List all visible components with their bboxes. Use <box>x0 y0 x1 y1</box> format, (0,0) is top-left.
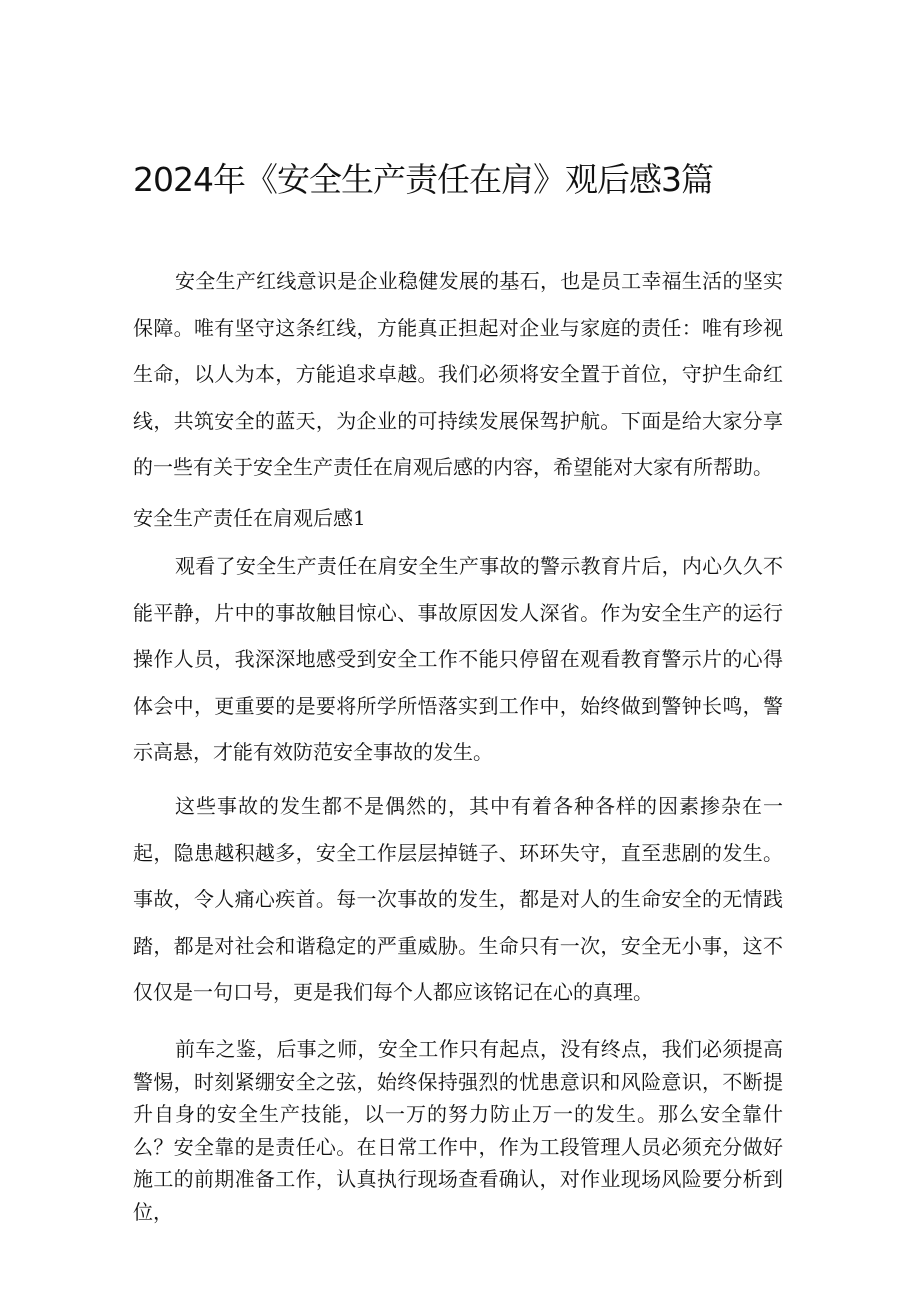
document-title: 2024年《安全生产责任在肩》观后感3篇 <box>133 160 713 199</box>
section-heading: 安全生产责任在肩观后感1 <box>133 506 366 530</box>
body-paragraph-1: 观看了安全生产责任在肩安全生产事故的警示教育片后，内心久久不能平静，片中的事故触目惊心、事故原因发人深省。作为安全生产的运行操作人员，我深深地感受到安全工作不能只停留在观看教育警示片的心得体会中，更重要的是要将所学所悟落实到工作中，始终做到警钟长鸣，警示高悬，才能有效防范安全事故的发生。 <box>133 554 783 764</box>
body-paragraph-3: 前车之鉴，后事之师，安全工作只有起点，没有终点，我们必须提高警惕，时刻紧绷安全之弦，始终保持强烈的忧患意识和风险意识，不断提升自身的安全生产技能，以一万的努力防止万一的发生。那么安全靠什么？安全靠的是责任心。在日常工作中，作为工段管理人员必须充分做好施工的前期准备工作，认真执行现场查看确认，对作业现场风险要分析到位， <box>133 1037 783 1224</box>
body-paragraph-2: 这些事故的发生都不是偶然的，其中有着各种各样的因素掺杂在一起，隐患越积越多，安全工作层层掉链子、环环失守，直至悲剧的发生。事故，令人痛心疾首。每一次事故的发生，都是对人的生命安全的无情践踏，都是对社会和谐稳定的严重威胁。生命只有一次，安全无小事，这不仅仅是一句口号，更是我们每个人都应该铭记在心的真理。 <box>133 794 783 1004</box>
intro-paragraph: 安全生产红线意识是企业稳健发展的基石，也是员工幸福生活的坚实保障。唯有坚守这条红线，方能真正担起对企业与家庭的责任：唯有珍视生命，以人为本，方能追求卓越。我们必须将安全置于首位，守护生命红线，共筑安全的蓝天，为企业的可持续发展保驾护航。下面是给大家分享的一些有关于安全生产责任在肩观后感的内容，希望能对大家有所帮助。 <box>133 269 783 479</box>
